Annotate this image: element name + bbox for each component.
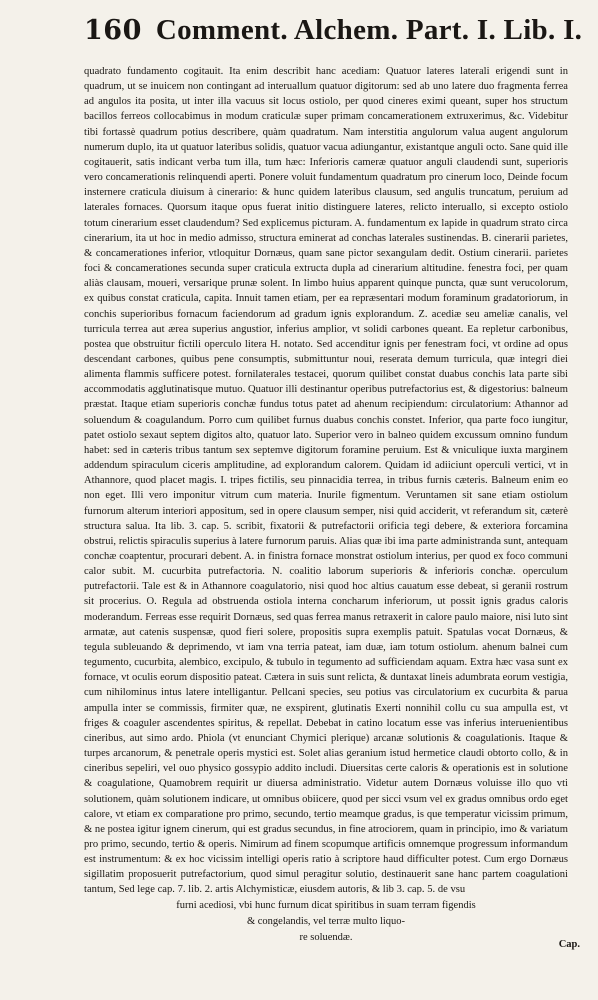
- page-number: 160: [84, 15, 142, 46]
- page-header: [84, 14, 583, 58]
- paragraph: quadrato fundamento cogitauit. Ita enim describit hanc acediam: Quatuor lateres laterali erigendi sunt in quadrum, ut se inuicem non contingant ad interuallum quatuor digitorum: sed ab uno latere duo fragmenta ferrea ad angulos ita posita, ut inter illa vacuus sit locus ostiolo, per quod cineres eximi queant, super hos structum bacillos ferreos collocabimus in modum craticulæ super primam concamerationem extruxerimus, &c. Videbitur tibi fortassè quadrum potius describere, quàm quadratum. Nam interstitia angulorum valua augent angulorum numerum duplo, ita ut quatuor lateribus solidis, quatuor vacua adiungantur, existantque anguli octo. Sane quid ille cogitauerit, satis indicant verba tum illa, tum hæc: Inferioris cameræ quatuor anguli claudendi sunt, superioris vero concamerationis relinquendi aperti. Ponere voluit fundamentum quadratum pro cinerum loco, Deinde focum insternere craticula diuisum à cinerario: & hunc quidem lateribus clausum, sed angulis truncatum, peruium ad laterales fornaces. Quorsum itaque opus fuerat initio distinguere lateres, relicto interuallo, si excepto ostiolo totum cinerarium esset claudendum? Sed explicemus picturam. A. fundamentum ex lapide in quadrum strato circa cinerarium, ita ut hoc in medio admisso, structura eminerat ad conchas laterales sustinendas. B. cinerarii parietes, & concamerationes inferior, vtloquitur Dornæus, quam sane pictor sexangulam dedit. Ostium cinerarii. parietes foci & concamerationes secunda super craticula extructa dupla ad cinerarium altitudine. fenestra foci, per quam aliàs clausam, moueri, versarique prunæ solent. In limbo huius apparent quinque puncta, quæ sunt verucolorum, ex quibus constat craticula, capita. Innuit tamen etiam, per ea repræsentari modum foraminum gradatoriorum, in conchis superioribus fornacum faciendorum ad gradum ignis explorandum. Z. acediæ seu ameliæ canalis, vel turricula terrea aut ærea superius angustior, inferius amplior, vt solidi carbones queant. Ea repletur carbonibus, postea que obstruitur fictili operculo litera H. notato. Sed accenditur ignis per fenestram foci, vt ordine ad opus descendant carbones, quibus pene consumptis, submittuntur noui, reserata demum turricula, quæ integri diei alimenta flammis sufficere potest. fornilaterales testacei, quorum quilibet constat duabus conchis lata parte sibi accommodatis agglutinatisque mutuo. Quatuor illi destinantur operibus putrefactorius est, & digestorius: balneum præstat. Itaque etiam superioris conchæ fundus totus patet ad ahenum recipiendum: circulatorium: Athannor ad soluendum & coagulandum. Porro cum quilibet furnus duabus conchis constet. Inferior, qua parte foco iungitur, patet ostiolo sexaut septem digitos alto, quatuor lato. Superior vero in balneo quidem excussum omnino fundum habet: sed in cæteris tribus tantum sex septemve digitorum foramine peruium. Est & vniculique iuxta marginem addendum spiraculum ciceris amplitudine, ad explorandum calorem. Quidam id adiiciunt operculi vertici, vt in Athannore, quod placet magis. I. tripes fictilis, seu pinnacidia terrea, in tribus furnis cæteris. Balneum enim eo non eget. Illi vero imponitur vitrum cum materia. Inurile figmentum. Veruntamen sit sane etiam ostiolum furnorum alterum interiori appositum, sed in opere clausum semper, nisi quid acciderit, vt referandum sit, cæterè structura salua. Ita lib. 3. cap. 5. scribit, fixatorii & putrefactorii orificia tegi debere, & exteriora forcamina obstrui, relictis spiraculis superius à latere furnorum paruis. Alias quæ ibi ima parte administranda sunt, antequam conchæ coaptentur, procurari debent. A. in finistra fornace monstrat ostiolum interius, per quod ex foco communi calor subit. M. cucurbita putrefactoria. N. coalitio laborum superioris & inferioris conchæ. operculum putrefactorii. Tale est & in Athannore coagulatorio, nisi quod hoc altius cauatum esse debeat, si geranii rostrum sit procerius. O. Regula ad obstruenda ostiola interna concharum inferiorum, ut possit ignis gradus caloris moderandum. Ferreas esse requirit Dornæus, sed quas ferrea manus retraxerit in calore paulo maiore, nisi luto sint armatæ, aut catenis suspensæ, quod fieri solere, propositis supra exemplis patuit. Spatulas vocat Dornæus, & tegula subleuando & deprimendo, vt iam vna terria pateat, iam duæ, iam totum ostiolum. ahenum balnei cum tegumento, cucurbita, alembico, excipulo, & tubulo in tegumento ad sufficiendam aquam. Extra hæc vasa sunt ex fornace, vt oculis eorum dispositio pateat. Cætera in suis sunt relicta, & duntaxat lineis adumbrata eorum vestigia, cum nihilominus intus latere intelligantur. Pellcani species, seu potius vas circulatorium ex cucurbita & parua ampulla inter se commissis, firmiter quæ, ne exspirent, glutinatis Exerti nonnihil collu cu sua ampulla est, vt friges & coaguler ascendentes spiritus, & repellat. Debebat in catino locatum esse vas inferius interuenientibus cineribus, aut simo ardo. Phiola (vt enunciant Chymici plerique) arcanæ solutionis & coagulationis. Itaque & turpes arcanorum, & penetrale operis mystici est. Solet alias geranium istud hermetice claudi obtorto collo, & in cineribus sepeliri, vel ouo physico gossypio addito includi. Diuersitas certe caloris & operationis est in solutione & coagulatione, Quamobrem requirit ur diuersa administratio. Videtur autem Dornæus voluisse illo quo vti solutionem, quàm solutionem indicare, ut omnibus obiicere, quod per sicci vsum vel ex gradus omnibus ordo eget calore, vt etiam ex comparatione pro primo, secundo, tertio meamque gradus, is que temperatur vicissim primum, & ne postea igitur ignem cinerum, qui est gradus secundus, in fine atrociorem, quam in principio, imo & variatum pro primo, secundo, tertio & operis. Nimirum ad finem scopumque artificis omnemque progressum informandum est instrumentum: & ex hoc vicissim intelligi operis ratio à scriptore haud difficulter potest. Cum ergo Dornæus sigillatim proposuerit putrefactorium, quod simul peragitur solutio, destinauerit sane hanc partem coagulationi tantum, Sed lege cap. 7. lib. 2. artis Alchymisticæ, eiusdem autoris, & lib 3. cap. 5. de vsu: [84, 66, 568, 896]
- catchword: Cap.: [558, 939, 580, 950]
- closing-line-3: re soluendæ.: [299, 931, 353, 943]
- closing-line-2: & congelandis, vel terræ multo liquo-: [246, 915, 406, 927]
- closing-line-1: furni acediosi, vbi hunc furnum dicat spiritibus in suam terram figendis: [176, 899, 476, 911]
- running-title: Comment. Alchem. Part. I. Lib. I.: [155, 14, 583, 46]
- main-text-block: [84, 64, 568, 898]
- closing-lines: [84, 898, 568, 946]
